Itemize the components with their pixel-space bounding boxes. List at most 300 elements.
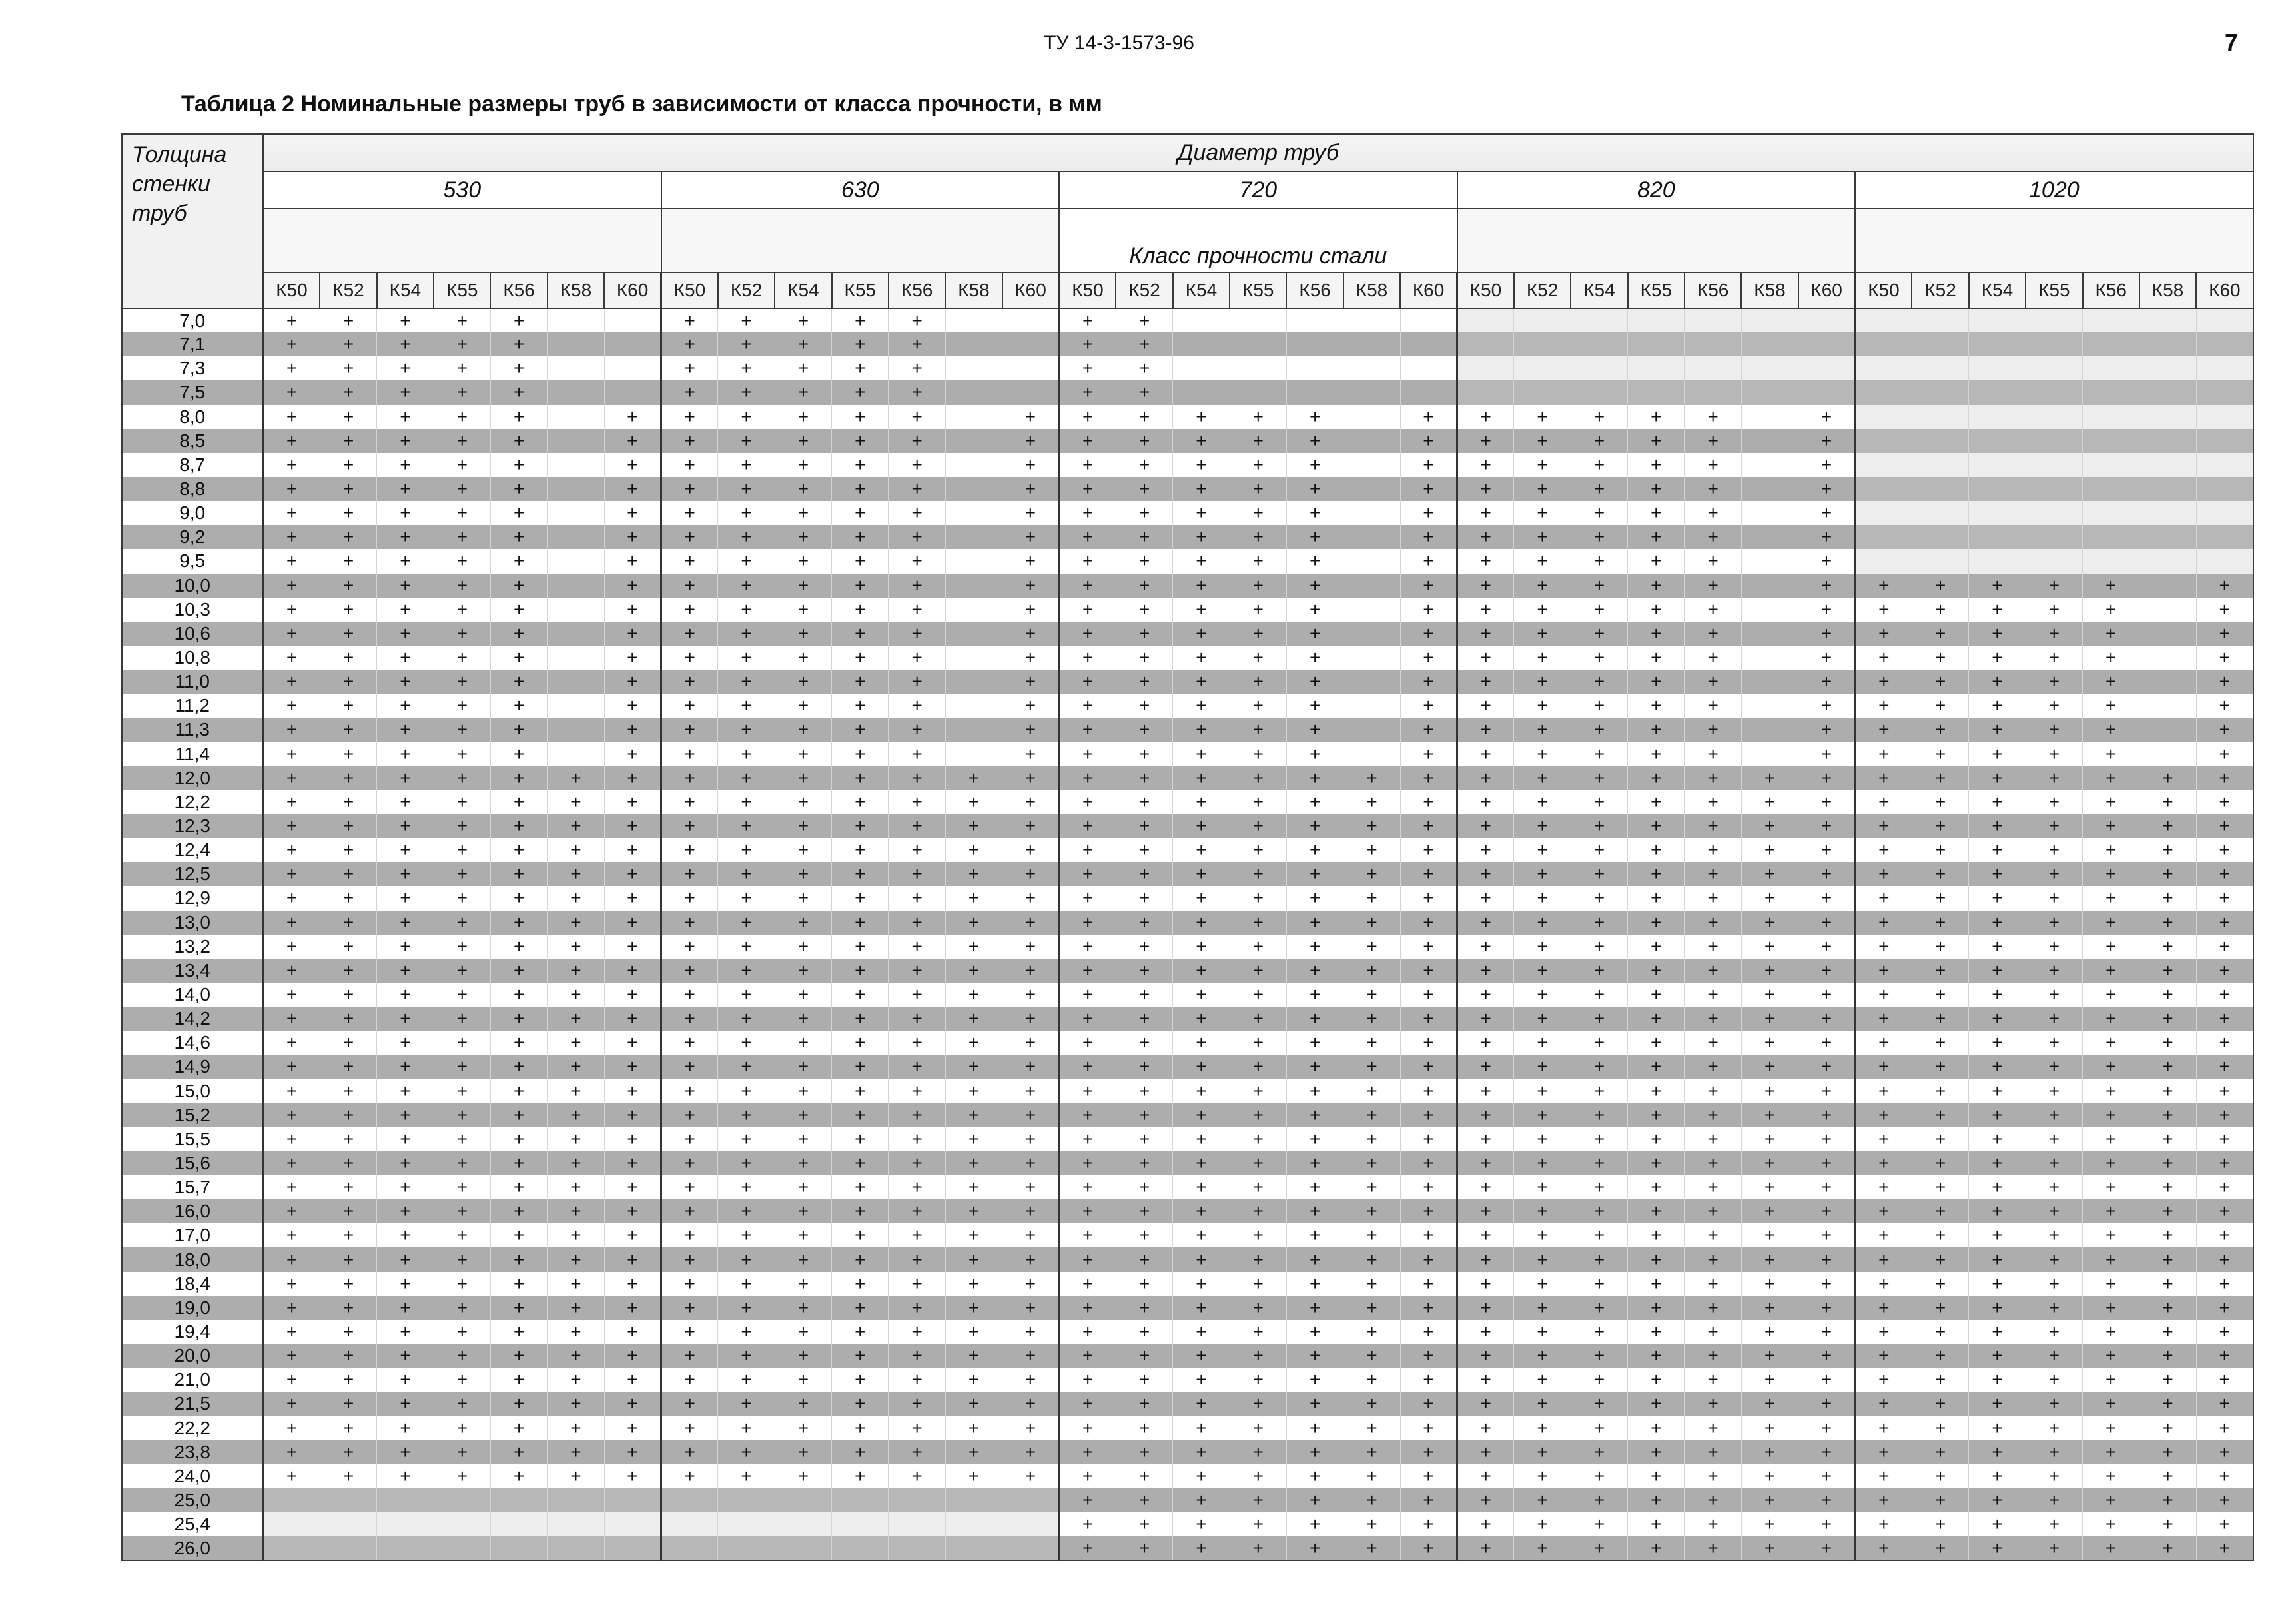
availability-cell: + — [2196, 1344, 2253, 1368]
availability-cell: + — [2196, 935, 2253, 959]
availability-cell: + — [945, 790, 1002, 814]
availability-cell: + — [1741, 935, 1798, 959]
availability-cell — [1969, 405, 2026, 429]
availability-cell — [1286, 356, 1343, 380]
availability-cell: + — [548, 1247, 604, 1271]
availability-cell: + — [2026, 1223, 2082, 1247]
availability-cell: + — [1514, 1344, 1571, 1368]
availability-cell: + — [604, 1272, 661, 1296]
availability-cell: + — [775, 525, 831, 549]
availability-cell: + — [1628, 1199, 1685, 1223]
availability-cell: + — [1969, 911, 2026, 935]
wall-thickness-value: 18,0 — [122, 1247, 263, 1271]
availability-cell: + — [1400, 405, 1457, 429]
availability-cell: + — [1798, 766, 1855, 790]
availability-cell: + — [1628, 886, 1685, 910]
availability-cell: + — [945, 1151, 1002, 1175]
availability-cell: + — [1855, 1103, 1912, 1127]
availability-cell: + — [1969, 1272, 2026, 1296]
availability-cell: + — [1457, 1055, 1514, 1079]
availability-cell: + — [1457, 622, 1514, 646]
table-row — [122, 574, 2253, 598]
availability-cell: + — [775, 983, 831, 1007]
availability-cell — [548, 1536, 604, 1560]
availability-cell: + — [889, 598, 945, 622]
availability-cell: + — [263, 1151, 320, 1175]
availability-cell: + — [1741, 1223, 1798, 1247]
availability-cell: + — [263, 598, 320, 622]
availability-cell: + — [1286, 1079, 1343, 1103]
availability-cell: + — [889, 862, 945, 886]
availability-cell: + — [889, 1223, 945, 1247]
availability-cell: + — [1116, 1199, 1172, 1223]
availability-cell: + — [1343, 1103, 1400, 1127]
availability-cell: + — [1173, 1007, 1230, 1031]
wall-thickness-value: 14,9 — [122, 1055, 263, 1079]
availability-cell: + — [2083, 1536, 2139, 1560]
availability-cell: + — [1457, 1296, 1514, 1320]
availability-cell: + — [1685, 1127, 1741, 1151]
availability-cell: + — [718, 453, 775, 477]
availability-cell: + — [718, 525, 775, 549]
availability-cell: + — [2083, 1031, 2139, 1055]
availability-cell: + — [2139, 838, 2196, 862]
header-row-diameter-values — [122, 171, 2253, 209]
table-row — [122, 1031, 2253, 1055]
availability-cell: + — [434, 501, 490, 525]
availability-cell: + — [604, 598, 661, 622]
availability-cell: + — [320, 838, 376, 862]
availability-cell — [2139, 477, 2196, 501]
availability-cell: + — [1173, 1079, 1230, 1103]
availability-cell: + — [1343, 1320, 1400, 1344]
availability-cell: + — [320, 525, 376, 549]
availability-cell: + — [2026, 1416, 2082, 1440]
table-row — [122, 983, 2253, 1007]
availability-cell: + — [775, 549, 831, 573]
availability-cell: + — [1059, 429, 1116, 453]
availability-cell: + — [2026, 1512, 2082, 1536]
availability-cell: + — [661, 525, 718, 549]
availability-cell: + — [1343, 862, 1400, 886]
availability-cell — [548, 525, 604, 549]
availability-cell — [1571, 356, 1627, 380]
availability-cell: + — [832, 1247, 889, 1271]
availability-cell: + — [2196, 694, 2253, 718]
availability-cell — [1400, 356, 1457, 380]
availability-cell: + — [775, 1344, 831, 1368]
availability-cell: + — [832, 886, 889, 910]
availability-cell: + — [1002, 959, 1059, 983]
class-530-2: К54 — [377, 272, 434, 308]
availability-cell — [775, 1512, 831, 1536]
availability-cell: + — [1855, 1055, 1912, 1079]
availability-cell: + — [945, 1392, 1002, 1416]
availability-cell: + — [377, 1296, 434, 1320]
availability-cell: + — [1059, 1031, 1116, 1055]
availability-cell: + — [1685, 742, 1741, 766]
availability-cell: + — [490, 453, 547, 477]
availability-cell: + — [377, 886, 434, 910]
availability-cell: + — [1514, 790, 1571, 814]
availability-cell: + — [945, 838, 1002, 862]
class-530-6: К60 — [604, 272, 661, 308]
availability-cell: + — [2083, 838, 2139, 862]
availability-cell: + — [718, 549, 775, 573]
table-row — [122, 1175, 2253, 1199]
availability-cell: + — [434, 380, 490, 404]
availability-cell: + — [263, 1223, 320, 1247]
availability-cell: + — [889, 429, 945, 453]
availability-cell: + — [490, 549, 547, 573]
availability-cell: + — [320, 549, 376, 573]
availability-cell: + — [1628, 670, 1685, 694]
availability-cell: + — [1514, 598, 1571, 622]
availability-cell — [2196, 308, 2253, 332]
availability-cell: + — [718, 718, 775, 742]
availability-cell: + — [2083, 574, 2139, 598]
availability-cell: + — [945, 1416, 1002, 1440]
availability-cell: + — [775, 1055, 831, 1079]
availability-cell: + — [775, 911, 831, 935]
availability-cell — [604, 356, 661, 380]
availability-cell: + — [1628, 718, 1685, 742]
availability-cell — [1343, 718, 1400, 742]
availability-cell: + — [1741, 1247, 1798, 1271]
availability-cell: + — [718, 622, 775, 646]
availability-cell: + — [1002, 1007, 1059, 1031]
availability-cell: + — [1912, 1031, 1968, 1055]
availability-cell: + — [1116, 525, 1172, 549]
availability-cell: + — [1514, 1175, 1571, 1199]
wall-thickness-value: 19,4 — [122, 1320, 263, 1344]
availability-cell: + — [1286, 574, 1343, 598]
availability-cell: + — [1628, 1223, 1685, 1247]
availability-cell: + — [2026, 670, 2082, 694]
availability-cell: + — [1798, 646, 1855, 670]
availability-cell: + — [1230, 814, 1286, 838]
availability-cell: + — [889, 1320, 945, 1344]
availability-cell — [945, 332, 1002, 356]
availability-cell: + — [320, 1079, 376, 1103]
availability-cell: + — [1116, 1512, 1172, 1536]
availability-cell: + — [2196, 1151, 2253, 1175]
wall-thickness-header — [122, 134, 263, 308]
availability-cell: + — [661, 959, 718, 983]
availability-cell: + — [832, 694, 889, 718]
table-row — [122, 911, 2253, 935]
availability-cell: + — [1741, 1151, 1798, 1175]
availability-cell: + — [434, 429, 490, 453]
availability-cell: + — [832, 670, 889, 694]
availability-cell: + — [490, 1079, 547, 1103]
availability-cell — [1741, 501, 1798, 525]
availability-cell: + — [263, 477, 320, 501]
availability-cell: + — [1116, 1079, 1172, 1103]
availability-cell: + — [1685, 983, 1741, 1007]
availability-cell: + — [1571, 790, 1627, 814]
availability-cell: + — [1571, 1151, 1627, 1175]
availability-cell: + — [1798, 1440, 1855, 1464]
availability-cell: + — [2083, 1007, 2139, 1031]
table-row — [122, 622, 2253, 646]
availability-cell: + — [2139, 814, 2196, 838]
availability-cell: + — [1173, 525, 1230, 549]
availability-cell: + — [1059, 814, 1116, 838]
availability-cell: + — [1286, 525, 1343, 549]
wall-thickness-value: 9,5 — [122, 549, 263, 573]
wall-thickness-header-line-3: труб — [132, 201, 187, 226]
availability-cell: + — [1798, 1103, 1855, 1127]
availability-cell — [263, 1536, 320, 1560]
class-1020-3: К55 — [2026, 272, 2082, 308]
availability-cell: + — [832, 911, 889, 935]
availability-cell — [548, 405, 604, 429]
availability-cell: + — [2196, 1272, 2253, 1296]
availability-cell: + — [1400, 525, 1457, 549]
availability-cell: + — [377, 1079, 434, 1103]
availability-cell: + — [832, 1272, 889, 1296]
availability-cell — [2083, 453, 2139, 477]
availability-cell: + — [1173, 886, 1230, 910]
header-row-class-title — [122, 209, 2253, 272]
availability-cell — [1514, 332, 1571, 356]
availability-cell — [945, 549, 1002, 573]
availability-cell: + — [1059, 1416, 1116, 1440]
availability-cell: + — [1514, 453, 1571, 477]
availability-cell: + — [1855, 959, 1912, 983]
availability-cell: + — [832, 1368, 889, 1392]
availability-cell: + — [1059, 838, 1116, 862]
availability-cell: + — [1514, 1272, 1571, 1296]
availability-cell: + — [1741, 911, 1798, 935]
availability-cell: + — [1002, 1320, 1059, 1344]
table-row — [122, 718, 2253, 742]
availability-cell: + — [604, 1368, 661, 1392]
availability-cell: + — [1571, 983, 1627, 1007]
availability-cell: + — [1343, 1007, 1400, 1031]
availability-cell: + — [1798, 1296, 1855, 1320]
availability-cell — [1400, 308, 1457, 332]
availability-cell: + — [1286, 1296, 1343, 1320]
availability-cell: + — [263, 332, 320, 356]
availability-cell: + — [1116, 959, 1172, 983]
availability-cell: + — [1798, 574, 1855, 598]
availability-cell: + — [1230, 983, 1286, 1007]
availability-cell: + — [490, 501, 547, 525]
availability-cell: + — [1059, 911, 1116, 935]
availability-cell — [2083, 549, 2139, 573]
availability-cell: + — [1230, 1272, 1286, 1296]
availability-cell — [1912, 525, 1968, 549]
availability-cell — [889, 1536, 945, 1560]
availability-cell: + — [718, 814, 775, 838]
table-row — [122, 1320, 2253, 1344]
availability-cell: + — [1173, 814, 1230, 838]
availability-cell: + — [775, 1031, 831, 1055]
availability-cell: + — [1230, 790, 1286, 814]
wall-thickness-value: 10,6 — [122, 622, 263, 646]
availability-cell: + — [1741, 1416, 1798, 1440]
availability-cell: + — [661, 380, 718, 404]
availability-cell: + — [1059, 1488, 1116, 1512]
class-820-3: К55 — [1628, 272, 1685, 308]
availability-cell: + — [2196, 622, 2253, 646]
availability-cell: + — [1628, 1007, 1685, 1031]
availability-cell: + — [490, 1416, 547, 1440]
table-row — [122, 838, 2253, 862]
availability-cell: + — [1457, 574, 1514, 598]
table-row — [122, 525, 2253, 549]
availability-cell: + — [1685, 911, 1741, 935]
availability-cell: + — [434, 1151, 490, 1175]
availability-cell — [945, 574, 1002, 598]
availability-cell — [1741, 525, 1798, 549]
availability-cell: + — [1002, 453, 1059, 477]
availability-cell: + — [832, 1296, 889, 1320]
availability-cell: + — [1628, 1320, 1685, 1344]
availability-cell: + — [775, 1223, 831, 1247]
availability-cell: + — [1400, 1320, 1457, 1344]
availability-cell — [945, 1488, 1002, 1512]
availability-cell: + — [2139, 1199, 2196, 1223]
availability-cell — [1343, 742, 1400, 766]
availability-cell: + — [1116, 429, 1172, 453]
availability-cell: + — [1173, 718, 1230, 742]
availability-cell: + — [1230, 1296, 1286, 1320]
availability-cell: + — [889, 453, 945, 477]
availability-cell: + — [434, 862, 490, 886]
availability-cell: + — [1912, 646, 1968, 670]
availability-cell: + — [945, 1127, 1002, 1151]
availability-cell: + — [1798, 622, 1855, 646]
availability-cell: + — [1116, 501, 1172, 525]
availability-cell: + — [718, 1320, 775, 1344]
availability-cell: + — [434, 1127, 490, 1151]
availability-cell — [2083, 501, 2139, 525]
availability-cell: + — [548, 1199, 604, 1223]
availability-cell: + — [1059, 1368, 1116, 1392]
availability-cell — [1343, 525, 1400, 549]
availability-cell: + — [1912, 983, 1968, 1007]
availability-cell: + — [718, 694, 775, 718]
availability-cell: + — [832, 1151, 889, 1175]
availability-cell: + — [775, 790, 831, 814]
availability-cell: + — [604, 1103, 661, 1127]
availability-cell — [1343, 598, 1400, 622]
availability-cell: + — [1514, 1079, 1571, 1103]
availability-cell: + — [1286, 405, 1343, 429]
availability-cell: + — [1400, 959, 1457, 983]
availability-cell — [1173, 308, 1230, 332]
availability-cell: + — [377, 356, 434, 380]
availability-cell — [718, 1488, 775, 1512]
availability-cell: + — [2026, 886, 2082, 910]
availability-cell: + — [1002, 1175, 1059, 1199]
availability-cell: + — [2026, 1488, 2082, 1512]
availability-cell — [2196, 477, 2253, 501]
availability-cell: + — [2196, 742, 2253, 766]
availability-cell: + — [548, 935, 604, 959]
availability-cell: + — [775, 356, 831, 380]
availability-cell: + — [1628, 1175, 1685, 1199]
availability-cell: + — [1230, 1031, 1286, 1055]
availability-cell — [377, 1512, 434, 1536]
availability-cell: + — [1969, 1512, 2026, 1536]
availability-cell: + — [1230, 549, 1286, 573]
availability-cell: + — [1741, 1296, 1798, 1320]
table-row — [122, 1199, 2253, 1223]
availability-cell: + — [1514, 718, 1571, 742]
availability-cell: + — [434, 1199, 490, 1223]
availability-cell: + — [1628, 1368, 1685, 1392]
availability-cell: + — [490, 405, 547, 429]
availability-cell: + — [1059, 766, 1116, 790]
availability-cell: + — [377, 1151, 434, 1175]
availability-cell: + — [832, 1416, 889, 1440]
availability-cell: + — [1230, 1199, 1286, 1223]
availability-cell: + — [889, 1272, 945, 1296]
availability-cell — [1855, 356, 1912, 380]
availability-cell: + — [2026, 742, 2082, 766]
availability-cell — [1798, 308, 1855, 332]
availability-cell: + — [1571, 598, 1627, 622]
availability-cell — [1969, 477, 2026, 501]
class-630-6: К60 — [1002, 272, 1059, 308]
availability-cell: + — [1571, 886, 1627, 910]
availability-cell: + — [434, 911, 490, 935]
availability-cell: + — [1628, 983, 1685, 1007]
availability-cell: + — [490, 332, 547, 356]
availability-cell: + — [889, 1079, 945, 1103]
availability-cell: + — [1173, 670, 1230, 694]
availability-cell: + — [1400, 1079, 1457, 1103]
availability-cell: + — [718, 1247, 775, 1271]
availability-cell — [2139, 670, 2196, 694]
availability-cell: + — [434, 1392, 490, 1416]
availability-cell: + — [2196, 814, 2253, 838]
availability-cell: + — [377, 718, 434, 742]
availability-cell: + — [490, 1392, 547, 1416]
availability-cell: + — [490, 1247, 547, 1271]
availability-cell: + — [1571, 549, 1627, 573]
availability-cell: + — [2139, 1440, 2196, 1464]
class-530-1: К52 — [320, 272, 376, 308]
availability-cell: + — [2196, 1127, 2253, 1151]
availability-cell: + — [661, 814, 718, 838]
availability-cell — [775, 1488, 831, 1512]
class-1020-1: К52 — [1912, 272, 1968, 308]
availability-cell: + — [1002, 1440, 1059, 1464]
availability-cell: + — [377, 1247, 434, 1271]
availability-cell: + — [1685, 1247, 1741, 1271]
availability-cell: + — [889, 1368, 945, 1392]
availability-cell: + — [1457, 1488, 1514, 1512]
availability-cell: + — [263, 1079, 320, 1103]
availability-cell: + — [1969, 1055, 2026, 1079]
availability-cell: + — [434, 1175, 490, 1199]
availability-cell: + — [889, 814, 945, 838]
table-row — [122, 1151, 2253, 1175]
availability-cell: + — [320, 1368, 376, 1392]
availability-cell: + — [775, 959, 831, 983]
availability-cell: + — [1798, 862, 1855, 886]
availability-cell: + — [434, 838, 490, 862]
availability-cell: + — [320, 1247, 376, 1271]
class-820-2: К54 — [1571, 272, 1627, 308]
availability-cell: + — [434, 1464, 490, 1488]
availability-cell: + — [1628, 1512, 1685, 1536]
